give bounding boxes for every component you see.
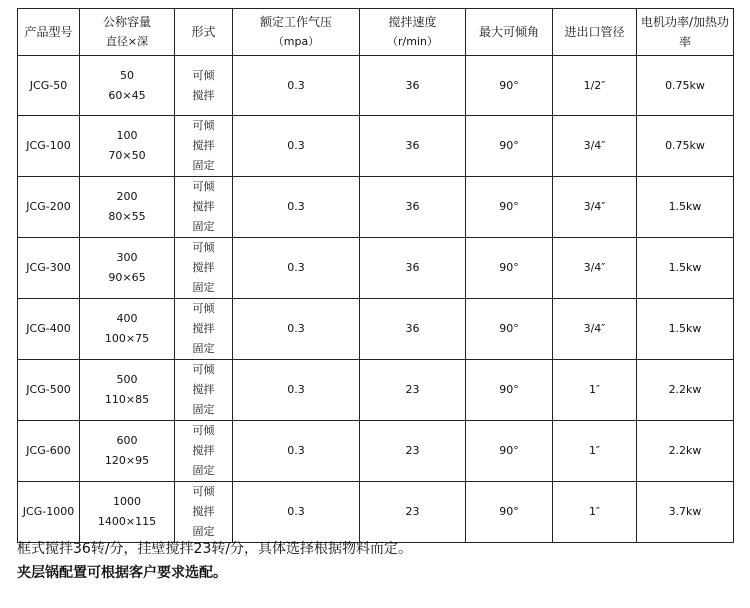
cell-pressure: 0.3 — [233, 360, 360, 421]
dimensions-value: 1400×115 — [97, 515, 157, 528]
form-value: 固定 — [192, 281, 215, 294]
form-value: 固定 — [192, 220, 215, 233]
header-form — [175, 9, 233, 56]
cell-power: 0.75kw — [637, 116, 734, 177]
dimensions-value: 70×50 — [108, 149, 146, 162]
cell-pressure: 0.3 — [233, 482, 360, 543]
cell-form — [175, 116, 233, 177]
cell-speed: 23 — [360, 360, 466, 421]
dimensions-value: 120×95 — [104, 454, 150, 467]
header-capacity — [80, 9, 175, 56]
header-line: 电机功率/加热功率 — [640, 15, 730, 49]
cell-power: 1.5kw — [637, 238, 734, 299]
form-value: 可倾 — [192, 68, 215, 82]
cell-form — [175, 177, 233, 238]
dimensions-value: 80×55 — [108, 210, 146, 223]
form-value: 固定 — [192, 342, 215, 355]
cell-pipe: 3/4″ — [553, 238, 637, 299]
capacity-value: 100 — [116, 129, 138, 142]
capacity-value: 300 — [116, 251, 138, 264]
form-value: 可倾 — [192, 241, 215, 254]
table-row — [18, 177, 734, 238]
table-row — [18, 421, 734, 482]
cell-speed: 23 — [360, 482, 466, 543]
form-value: 固定 — [192, 525, 215, 538]
cell-tilt: 90° — [466, 116, 553, 177]
cell-model: JCG-300 — [18, 238, 80, 299]
cell-pipe: 1″ — [553, 482, 637, 543]
header-row — [18, 9, 734, 56]
cell-form — [175, 56, 233, 116]
cell-pipe: 3/4″ — [553, 299, 637, 360]
cell-capacity — [80, 299, 175, 360]
cell-pressure: 0.3 — [233, 421, 360, 482]
dimensions-value: 60×45 — [108, 88, 146, 102]
cell-model: JCG-50 — [18, 56, 80, 116]
header-tilt — [466, 9, 553, 56]
cell-form — [175, 299, 233, 360]
cell-power: 1.5kw — [637, 299, 734, 360]
form-value: 固定 — [192, 464, 215, 477]
cell-capacity — [80, 421, 175, 482]
table-row — [18, 360, 734, 421]
header-line: 直径×深 — [105, 35, 149, 48]
note-stirring-speed: 框式搅拌36转/分，挂壁搅拌23转/分，具体选择根据物料而定。 — [17, 541, 413, 557]
header-line: 额定工作气压 — [259, 15, 332, 29]
form-value: 可倾 — [192, 485, 215, 498]
cell-power: 2.2kw — [637, 360, 734, 421]
form-value: 搅拌 — [192, 88, 215, 102]
cell-speed: 36 — [360, 299, 466, 360]
cell-tilt: 90° — [466, 238, 553, 299]
cell-form — [175, 360, 233, 421]
form-value: 可倾 — [192, 119, 215, 132]
cell-capacity — [80, 116, 175, 177]
cell-speed: 36 — [360, 116, 466, 177]
cell-tilt: 90° — [466, 421, 553, 482]
capacity-value: 200 — [116, 190, 138, 203]
form-value: 可倾 — [192, 424, 215, 437]
cell-speed: 36 — [360, 177, 466, 238]
cell-pipe: 3/4″ — [553, 116, 637, 177]
cell-model: JCG-400 — [18, 299, 80, 360]
form-value: 搅拌 — [192, 139, 215, 152]
cell-capacity — [80, 482, 175, 543]
cell-model: JCG-1000 — [18, 482, 80, 543]
header-line: （r/min） — [387, 35, 438, 48]
capacity-value: 50 — [120, 68, 134, 82]
cell-capacity — [80, 177, 175, 238]
header-line: 形式 — [191, 25, 216, 39]
form-value: 可倾 — [192, 180, 215, 193]
form-value: 搅拌 — [192, 505, 215, 518]
dimensions-value: 100×75 — [104, 332, 150, 345]
form-value: 搅拌 — [192, 200, 215, 213]
form-value: 固定 — [192, 159, 215, 172]
table-row — [18, 238, 734, 299]
table-row — [18, 116, 734, 177]
cell-speed: 36 — [360, 56, 466, 116]
capacity-value: 400 — [116, 312, 138, 325]
form-value: 搅拌 — [192, 444, 215, 457]
cell-capacity — [80, 56, 175, 116]
cell-form — [175, 482, 233, 543]
table-row — [18, 299, 734, 360]
header-line: 进出口管径 — [564, 25, 625, 39]
table-row — [18, 482, 734, 543]
header-pipe — [553, 9, 637, 56]
cell-tilt: 90° — [466, 360, 553, 421]
cell-tilt: 90° — [466, 299, 553, 360]
form-value: 搅拌 — [192, 322, 215, 335]
cell-pressure: 0.3 — [233, 238, 360, 299]
form-value: 可倾 — [192, 363, 215, 376]
table-row — [18, 56, 734, 116]
header-power — [637, 9, 734, 56]
capacity-value: 1000 — [113, 495, 141, 508]
capacity-value: 600 — [116, 434, 138, 447]
header-model — [18, 9, 80, 56]
cell-pipe: 1/2″ — [553, 56, 637, 116]
form-value: 搅拌 — [192, 261, 215, 274]
cell-pipe: 1″ — [553, 360, 637, 421]
cell-capacity — [80, 360, 175, 421]
dimensions-value: 110×85 — [104, 393, 150, 406]
cell-pipe: 1″ — [553, 421, 637, 482]
cell-model: JCG-200 — [18, 177, 80, 238]
cell-tilt: 90° — [466, 56, 553, 116]
table-body — [18, 56, 734, 543]
header-line: 搅拌速度 — [388, 15, 437, 29]
header-line: 产品型号 — [24, 25, 73, 39]
cell-model: JCG-500 — [18, 360, 80, 421]
cell-power: 1.5kw — [637, 177, 734, 238]
cell-power: 3.7kw — [637, 482, 734, 543]
form-value: 可倾 — [192, 302, 215, 315]
header-line: 最大可倾角 — [478, 25, 539, 39]
cell-pressure: 0.3 — [233, 116, 360, 177]
spec-table — [17, 8, 734, 543]
cell-pressure: 0.3 — [233, 299, 360, 360]
cell-pressure: 0.3 — [233, 56, 360, 116]
cell-speed: 36 — [360, 238, 466, 299]
cell-form — [175, 238, 233, 299]
cell-tilt: 90° — [466, 177, 553, 238]
cell-pipe: 3/4″ — [553, 177, 637, 238]
header-line: （mpa） — [272, 35, 320, 48]
header-line: 公称容量 — [102, 15, 151, 29]
capacity-value: 500 — [116, 373, 138, 386]
cell-capacity — [80, 238, 175, 299]
note-configuration: 夹层锅配置可根据客户要求选配。 — [17, 565, 227, 581]
cell-model: JCG-100 — [18, 116, 80, 177]
cell-tilt: 90° — [466, 482, 553, 543]
form-value: 搅拌 — [192, 383, 215, 396]
dimensions-value: 90×65 — [108, 271, 146, 284]
form-value: 固定 — [192, 403, 215, 416]
cell-speed: 23 — [360, 421, 466, 482]
header-pressure — [233, 9, 360, 56]
cell-power: 2.2kw — [637, 421, 734, 482]
cell-model: JCG-600 — [18, 421, 80, 482]
cell-pressure: 0.3 — [233, 177, 360, 238]
cell-form — [175, 421, 233, 482]
header-speed — [360, 9, 466, 56]
cell-power: 0.75kw — [637, 56, 734, 116]
